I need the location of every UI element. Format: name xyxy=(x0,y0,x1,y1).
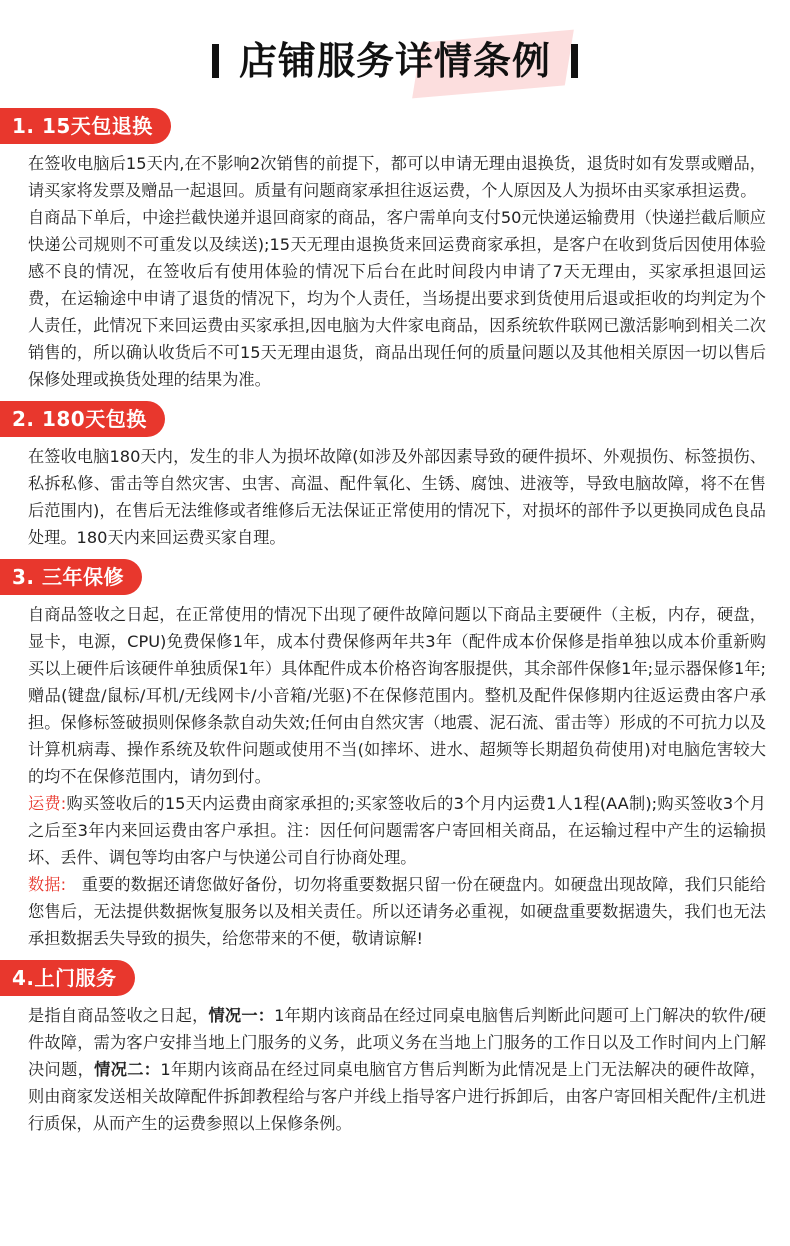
section-onsite-service xyxy=(0,960,790,1137)
paragraph: 自商品签收之日起，在正常使用的情况下出现了硬件故障问题以下商品主要硬件（主板，内存，硬盘，显卡，电源，CPU)免费保修1年，成本付费保修两年共3年（配件成本价保修是指单独以成本价重新购买以上硬件后该硬件单独质保1年）具体配件成本价格咨询客服提供，其余部件保修1年;显示器保修1年;赠品(键盘/鼠标/耳机/无线网卡/小音箱/光驱)不在保修范围内。整机及配件保修期内往返运费由客户承担。保修标签破损则保修条款自动失效;任何由自然灾害（地震、泥石流、雷击等）形成的不可抗力以及计算机病毒、操作系统及软件问题或使用不当(如摔坏、进水、超频等长期超负荷使用)对电脑危害较大的均不在保修范围内，请勿到付。 xyxy=(28,605,766,786)
title-right-bar xyxy=(571,44,578,78)
section-return-15-days xyxy=(0,108,790,393)
paragraph xyxy=(0,1002,790,1137)
paragraph: 自商品下单后，中途拦截快递并退回商家的商品，客户需单向支付50元快递运输费用（快递拦截后顺应快递公司规则不可重发以及续送);15天无理由退换货来回运费商家承担，是客户在收到货后因使用体验感不良的情况，在签收后有使用体验的情况下后台在此时间段内申请了7天无理由，买家承担退回运费，在运输途中申请了退货的情况下，均为个人责任，当场提出要求到货使用后退或拒收的均判定为个人责任，此情况下来回运费由买家承担,因电脑为大件家电商品，因系统软件联网已激活影响到相关二次销售的，所以确认收货后不可15天无理由退货，商品出现任何的质量问题以及其他相关原因一切以售后保修处理或换货处理的结果为准。 xyxy=(28,208,766,389)
section-tag: 1. 15天包退换 xyxy=(0,108,171,144)
data-paragraph xyxy=(0,871,790,952)
section-tag: 2. 180天包换 xyxy=(0,401,165,437)
shipping-paragraph xyxy=(0,790,790,871)
paragraph: 在签收电脑后15天内,在不影响2次销售的前提下，都可以申请无理由退换货，退货时如有发票或赠品，请买家将发票及赠品一起退回。质量有问题商家承担往返运费，个人原因及人为损坏由买家承担运费。 xyxy=(28,154,766,200)
page-title-row xyxy=(0,30,790,85)
case1-label: 情况一： xyxy=(208,1006,275,1025)
section-exchange-180-days xyxy=(0,401,790,551)
intro-text: 是指自商品签收之日起， xyxy=(28,1006,209,1025)
shipping-text: 购买签收后的15天内运费由商家承担的;买家签收后的3个月内运费1人1程(AA制);购买签收3个月之后至3年内来回运费由客户承担。注：因任何问题需客户寄回相关商品，在运输过程中产生的运输损坏、丢件、调包等均由客户与快递公司自行协商处理。 xyxy=(28,794,766,867)
shipping-label: 运费: xyxy=(28,794,67,813)
data-text: 重要的数据还请您做好备份，切勿将重要数据只留一份在硬盘内。如硬盘出现故障，我们只能给您售后，无法提供数据恢复服务以及相关责任。所以还请务必重视，如硬盘重要数据遗失，我们也无法承担数据丢失导致的损失，给您带来的不便，敬请谅解! xyxy=(28,875,766,948)
title-left-bar xyxy=(212,44,219,78)
case2-label: 情况二： xyxy=(94,1060,161,1079)
section-tag: 4.上门服务 xyxy=(0,960,135,996)
data-label: 数据: xyxy=(28,875,67,894)
page-title: 店铺服务详情条例 xyxy=(238,39,551,83)
section-tag: 3. 三年保修 xyxy=(0,559,142,595)
paragraph: 在签收电脑180天内，发生的非人为损坏故障(如涉及外部因素导致的硬件损坏、外观损伤、标签损伤、私拆私修、雷击等自然灾害、虫害、高温、配件氧化、生锈、腐蚀、进液等，导致电脑故障，将不在售后范围内)，在售后无法维修或者维修后无法保证正常使用的情况下，对损坏的部件予以更换同成色良品处理。180天内来回运费买家自理。 xyxy=(28,447,766,547)
case2-text: 1年期内该商品在经过同桌电脑官方售后判断为此情况是上门无法解决的硬件故障，则由商家发送相关故障配件拆卸教程给与客户并线上指导客户进行拆卸后，由客户寄回相关配件/主机进行质保，从而产生的运费参照以上保修条例。 xyxy=(28,1060,767,1133)
section-three-year-warranty xyxy=(0,559,790,952)
case1-text: 1年期内该商品在经过同桌电脑售后判断此问题可上门解决的软件/硬件故障，需为客户安排当地上门服务的义务，此项义务在当地上门服务的工作日以及工作时间内上门解决问题， xyxy=(28,1006,767,1079)
title-area xyxy=(0,0,790,98)
